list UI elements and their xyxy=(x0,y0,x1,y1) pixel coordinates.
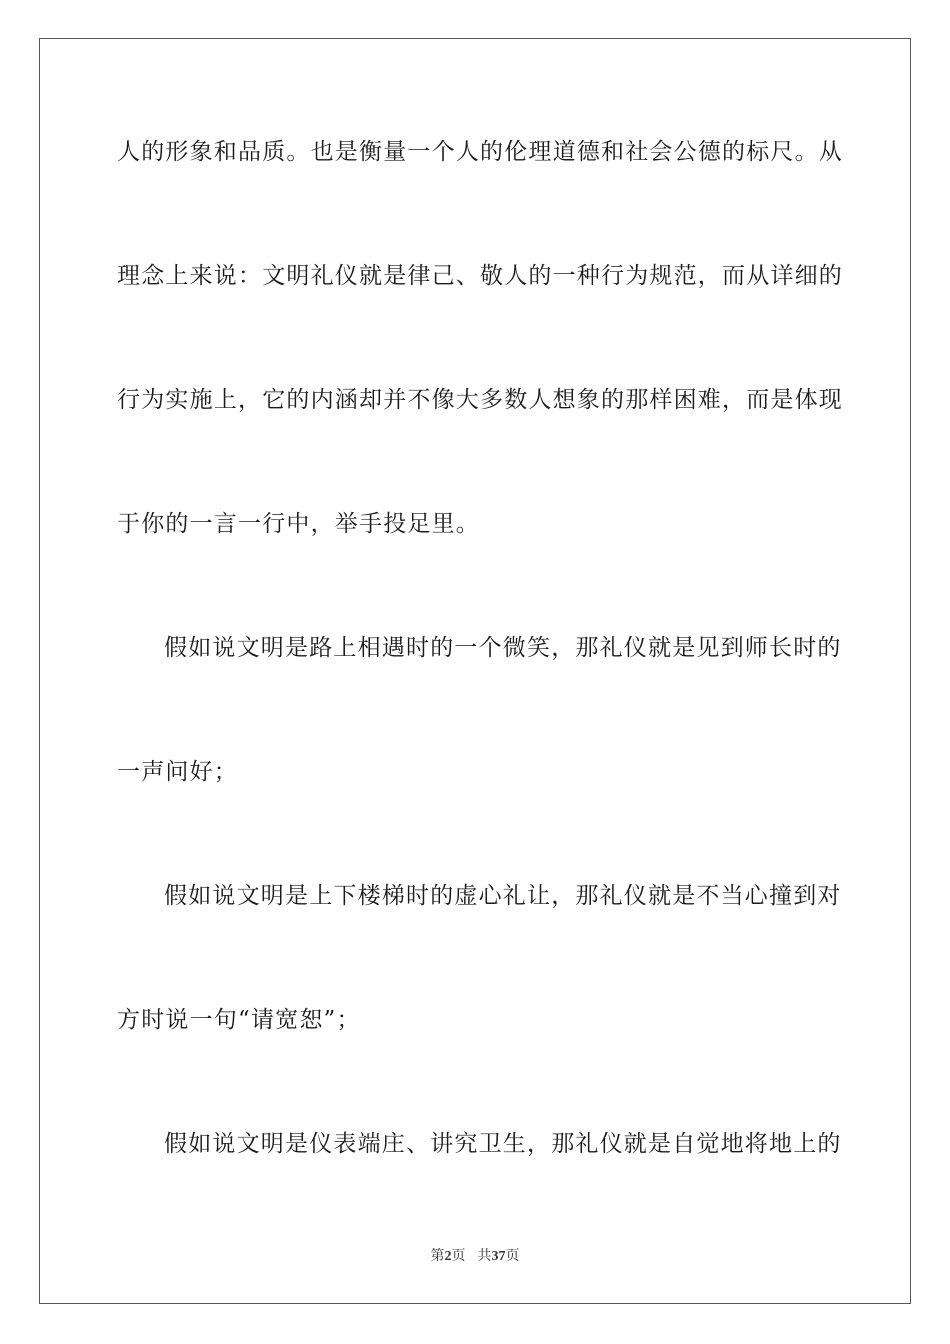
total-pages: 37 xyxy=(491,1249,506,1264)
page-footer xyxy=(0,1246,950,1267)
page-border xyxy=(39,38,911,1304)
body-line-2: 理念上来说：文明礼仪就是律己、敬人的一种行为规范，而从详细的 xyxy=(117,263,843,289)
page-suffix: 页 xyxy=(451,1248,466,1264)
page-prefix: 第 xyxy=(430,1248,445,1264)
body-line-3: 行为实施上，它的内涵却并不像大多数人想象的那样困难，而是体现 xyxy=(117,387,843,413)
paragraph-start-line: 假如说文明是上下楼梯时的虚心礼让，那礼仪就是不当心撞到对 xyxy=(164,883,842,909)
total-suffix: 页 xyxy=(505,1248,520,1264)
page-number: 2 xyxy=(444,1249,452,1264)
paragraph-start-line: 假如说文明是仪表端庄、讲究卫生，那礼仪就是自觉地将地上的 xyxy=(164,1131,842,1157)
total-prefix: 共 xyxy=(477,1248,492,1264)
body-line-8: 方时说一句“请宽恕”； xyxy=(117,1007,361,1033)
paragraph-start-line: 假如说文明是路上相遇时的一个微笑，那礼仪就是见到师长时的 xyxy=(164,635,842,661)
body-line-4: 于你的一言一行中，举手投足里。 xyxy=(117,511,480,537)
body-line-6: 一声问好； xyxy=(117,759,238,785)
body-line-1: 人的形象和品质。也是衡量一个人的伦理道德和社会公德的标尺。从 xyxy=(117,139,843,165)
